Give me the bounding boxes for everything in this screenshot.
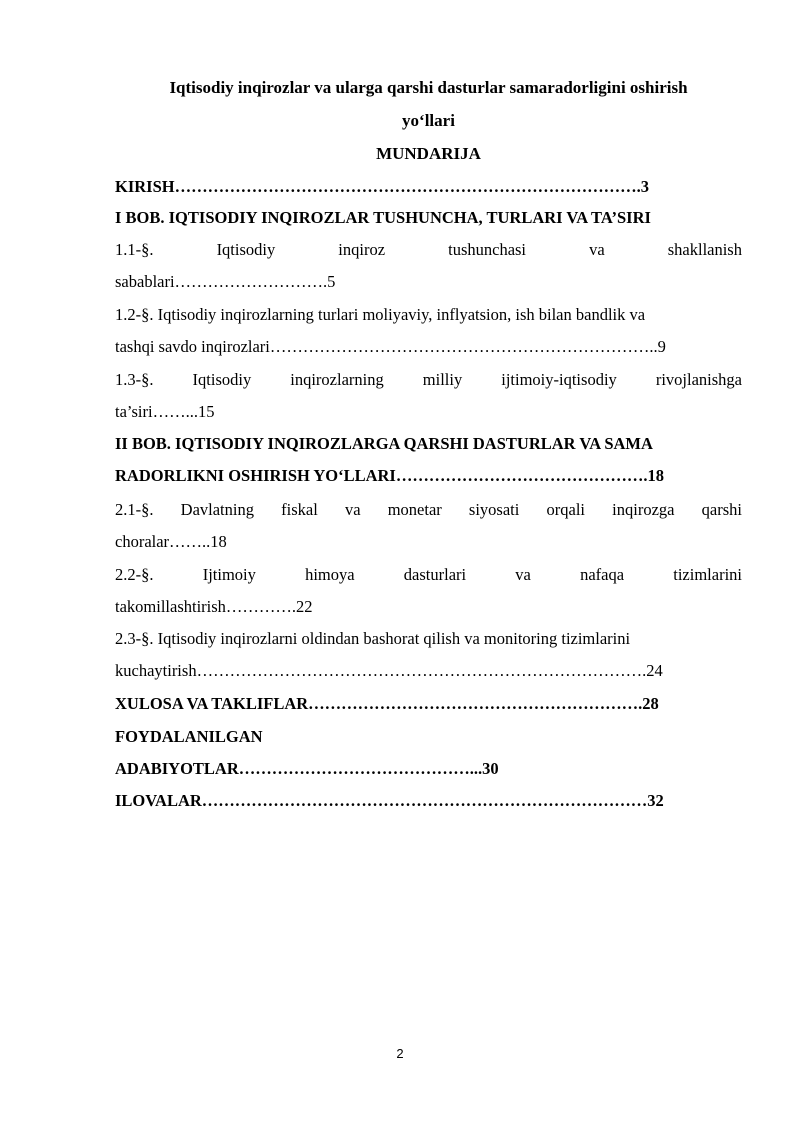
toc-word: 2.1-§. [115, 500, 154, 519]
toc-section-2-1-line-1 [115, 500, 742, 520]
toc-word: shakllanish [667, 240, 742, 259]
toc-section-1-1-line-2: sabablari……………………….5 [115, 272, 336, 291]
document-title-line-2: yo‘llari [402, 111, 455, 130]
toc-word: Davlatning [180, 500, 254, 519]
toc-word: 1.3-§. [115, 370, 154, 389]
toc-section-2-2-line-1 [115, 565, 742, 585]
toc-word: Iqtisodiy [192, 370, 252, 389]
contents-heading: MUNDARIJA [376, 144, 481, 163]
toc-word: ijtimoiy-iqtisodiy [501, 370, 617, 389]
toc-word: qarshi [701, 500, 742, 519]
toc-word: fiskal [281, 500, 318, 519]
toc-chapter-2-line-1: II BOB. IQTISODIY INQIROZLARGA QARSHI DASTURLAR VA SAMA [115, 434, 653, 453]
page-number: 2 [396, 1046, 404, 1061]
toc-word: va [515, 565, 531, 584]
toc-section-2-1-line-2: choralar……..18 [115, 532, 227, 551]
toc-word: Iqtisodiy [216, 240, 276, 259]
toc-word: va [589, 240, 605, 259]
toc-word: Ijtimoiy [202, 565, 256, 584]
toc-section-1-3-line-2: ta’siri……...15 [115, 402, 215, 421]
toc-section-1-2-line-1: 1.2-§. Iqtisodiy inqirozlarning turlari moliyaviy, inflyatsion, ish bilan bandlik va [115, 305, 646, 324]
toc-section-1-3-line-1 [115, 370, 742, 390]
toc-section-2-3-line-2: kuchaytirish……………………………………………………………………….24 [115, 661, 663, 680]
toc-word: inqirozga [612, 500, 675, 519]
document-title-line-1: Iqtisodiy inqirozlar va ularga qarshi dasturlar samaradorligini oshirish [169, 78, 688, 97]
toc-word: inqiroz [338, 240, 386, 259]
toc-word: tizimlarini [673, 565, 742, 584]
toc-chapter-1: I BOB. IQTISODIY INQIROZLAR TUSHUNCHA, TURLARI VA TA’SIRI [115, 208, 651, 227]
toc-word: siyosati [468, 500, 520, 519]
toc-word: orqali [546, 500, 585, 519]
toc-adabiyotlar: ADABIYOTLAR……………………………………...30 [115, 759, 499, 778]
toc-word: himoya [305, 565, 355, 584]
toc-section-2-2-line-2: takomillashtirish………….22 [115, 597, 313, 616]
toc-word: va [344, 500, 361, 519]
toc-xulosa: XULOSA VA TAKLIFLAR…………………………………………………….28 [115, 694, 659, 713]
toc-word: milliy [422, 370, 463, 389]
toc-word: 2.2-§. [115, 565, 154, 584]
toc-word: dasturlari [403, 565, 467, 584]
toc-word: inqirozlarning [290, 370, 384, 389]
toc-section-1-1-line-1 [115, 240, 742, 260]
toc-foydalanilgan: FOYDALANILGAN [115, 727, 263, 746]
toc-section-2-3-line-1: 2.3-§. Iqtisodiy inqirozlarni oldindan bashorat qilish va monitoring tizimlarini [115, 629, 631, 648]
toc-word: 1.1-§. [115, 240, 154, 259]
toc-word: nafaqa [580, 565, 625, 584]
toc-section-1-2-line-2: tashqi savdo inqirozlari……………………………………………………………..9 [115, 337, 666, 356]
toc-word: monetar [387, 500, 442, 519]
toc-word: tushunchasi [448, 240, 527, 259]
toc-ilovalar: ILOVALAR………………………………………………………………………32 [115, 791, 664, 810]
toc-kirish: KIRISH………………………………………………………………………….3 [115, 177, 649, 196]
toc-chapter-2-line-2: RADORLIKNI OSHIRISH YO‘LLARI……………………………………….18 [115, 466, 664, 485]
toc-word: rivojlanishga [655, 370, 742, 389]
